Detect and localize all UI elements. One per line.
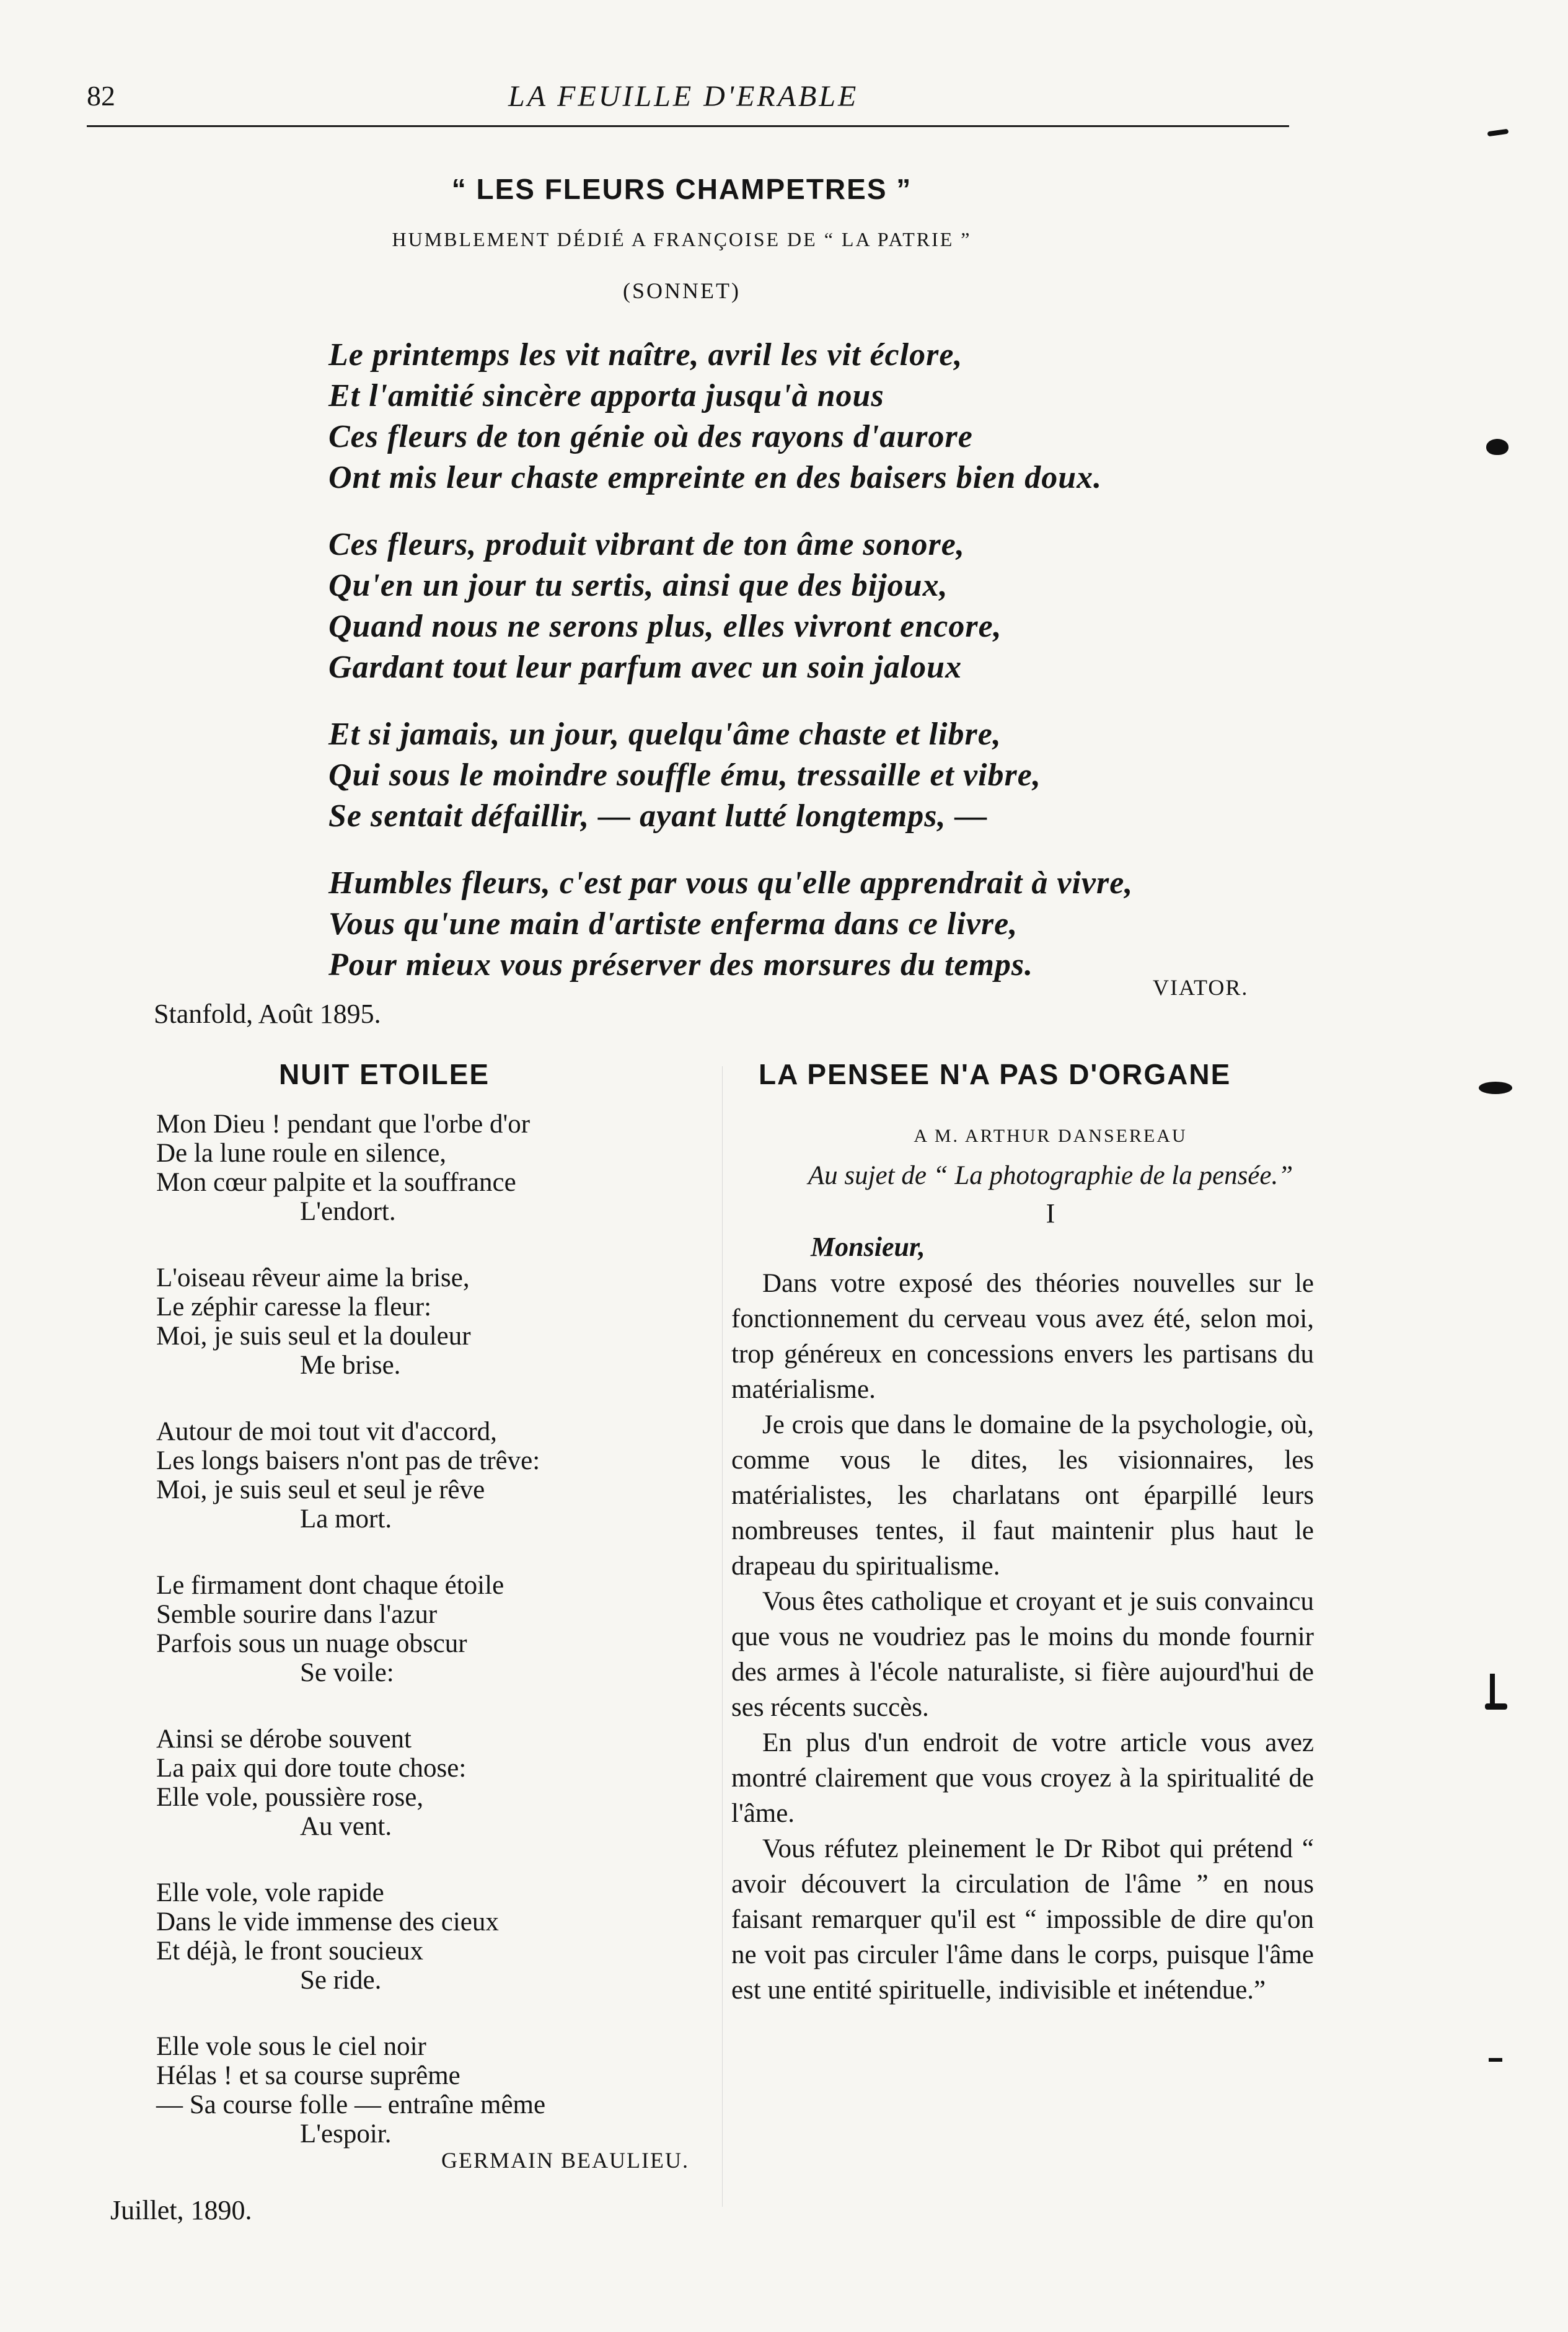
header-rule xyxy=(87,125,1289,127)
stanza xyxy=(156,2032,545,2149)
page-number: 82 xyxy=(87,80,115,112)
verse-line: L'oiseau rêveur aime la brise, xyxy=(156,1263,470,1292)
poem-body xyxy=(156,1110,545,2186)
verse-line: Mon cœur palpite et la souffrance xyxy=(156,1168,516,1197)
verse-line-refrain: Se voile: xyxy=(300,1658,394,1687)
verse-line: Et si jamais, un jour, quelqu'âme chaste et libre, xyxy=(328,717,1002,752)
verse-line: — Sa course folle — entraîne même xyxy=(156,2090,546,2119)
verse-line: Se sentait défaillir, — ayant lutté longtemps, — xyxy=(328,798,988,834)
verse-line: Semble sourire dans l'azur xyxy=(156,1600,438,1629)
verse-line-refrain: Se ride. xyxy=(300,1966,382,1995)
stanza xyxy=(156,1571,545,1687)
verse-line: Moi, je suis seul et la douleur xyxy=(156,1322,471,1351)
article-paragraph: Je crois que dans le domaine de la psychologie, où, comme vous le dites, les visionnaires, les matérialistes, les charlatans ont éparpillé leurs nombreuses tentes, il faut maintenir plus haut le drapeau du spiritualisme. xyxy=(731,1410,1314,1581)
column-divider xyxy=(722,1066,723,2207)
verse-line: Humbles fleurs, c'est par vous qu'elle apprendrait à vivre, xyxy=(328,865,1134,901)
verse-line: Mon Dieu ! pendant que l'orbe d'or xyxy=(156,1110,531,1139)
poem-title: “ LES FLEURS CHAMPETRES ” xyxy=(451,173,912,205)
article-body xyxy=(731,1266,1314,2008)
scan-speck xyxy=(1490,1674,1495,1706)
verse-line: Dans le vide immense des cieux xyxy=(156,1907,499,1937)
stanza xyxy=(156,1110,545,1226)
stanza xyxy=(156,1878,545,1995)
verse-line-refrain: Me brise. xyxy=(300,1351,401,1380)
verse-line: Hélas ! et sa course suprême xyxy=(156,2061,460,2090)
scan-speck xyxy=(1479,1082,1512,1094)
verse-line-refrain: La mort. xyxy=(300,1504,392,1534)
article-subtitle: Au sujet de “ La photographie de la pensée.” xyxy=(808,1161,1293,1190)
verse-line: Le firmament dont chaque étoile xyxy=(156,1571,504,1600)
section-numeral: I xyxy=(1046,1198,1055,1229)
poem-dateline: Stanfold, Août 1895. xyxy=(154,999,381,1029)
article-paragraph: Vous réfutez pleinement le Dr Ribot qui prétend “ avoir découvert la circulation de l'âme ” en nous faisant remarquer qu'il est “ impossible de dire qu'on ne voit pas circuler l'âme dans le corps, puisque l'âme est une entité spirituelle, indivisible et inétendue.” xyxy=(731,1834,1314,2005)
verse-line: Qu'en un jour tu sertis, ainsi que des bijoux, xyxy=(328,568,948,603)
article-salutation: Monsieur, xyxy=(811,1232,925,1262)
sonnet-body xyxy=(328,335,1133,1012)
verse-line: Ainsi se dérobe souvent xyxy=(156,1725,412,1754)
verse-line: Elle vole, vole rapide xyxy=(156,1878,384,1907)
journal-title: LA FEUILLE D'ERABLE xyxy=(508,80,859,113)
verse-line: Les longs baisers n'ont pas de trêve: xyxy=(156,1446,540,1475)
scan-speck xyxy=(1485,1703,1507,1710)
verse-line: Et l'amitié sincère apporta jusqu'à nous xyxy=(328,378,884,413)
poem-author: GERMAIN BEAULIEU. xyxy=(441,2148,689,2173)
verse-line-refrain: L'endort. xyxy=(300,1197,396,1226)
verse-line: Elle vole, poussière rose, xyxy=(156,1783,424,1812)
article-dedication: A M. ARTHUR DANSEREAU xyxy=(914,1126,1187,1146)
article-paragraph: En plus d'un endroit de votre article vous avez montré clairement que vous croyez à la spiritualité de l'âme. xyxy=(731,1728,1314,1828)
stanza xyxy=(156,1725,545,1841)
article-paragraph: Vous êtes catholique et croyant et je suis convaincu que vous ne voudriez pas le moins du monde fournir des armes à l'école naturaliste, si fière aujourd'hui de ses récents succès. xyxy=(731,1587,1314,1722)
verse-line: Le printemps les vit naître, avril les vit éclore, xyxy=(328,337,963,373)
scan-speck xyxy=(1486,439,1509,455)
verse-line: Elle vole sous le ciel noir xyxy=(156,2032,426,2061)
stanza xyxy=(328,863,1133,986)
stanza xyxy=(328,335,1133,498)
verse-line: Gardant tout leur parfum avec un soin jaloux xyxy=(328,650,962,685)
verse-line-refrain: L'espoir. xyxy=(300,2119,392,2149)
verse-line: Ces fleurs de ton génie où des rayons d'aurore xyxy=(328,419,973,454)
poem-form-label: (SONNET) xyxy=(623,278,741,303)
article-paragraph: Dans votre exposé des théories nouvelles sur le fonctionnement du cerveau vous avez été, selon moi, trop généreux en concessions envers les partisans du matérialisme. xyxy=(731,1269,1314,1404)
verse-line: Ces fleurs, produit vibrant de ton âme sonore, xyxy=(328,527,965,562)
verse-line: Pour mieux vous préserver des morsures du temps. xyxy=(328,947,1034,983)
verse-line: Parfois sous un nuage obscur xyxy=(156,1629,467,1658)
verse-line: Le zéphir caresse la fleur: xyxy=(156,1292,432,1322)
verse-line: Et déjà, le front soucieux xyxy=(156,1937,424,1966)
stanza xyxy=(328,524,1133,688)
stanza xyxy=(156,1417,545,1534)
stanza xyxy=(156,1263,545,1380)
verse-line: Moi, je suis seul et seul je rêve xyxy=(156,1475,485,1504)
scan-speck xyxy=(1487,129,1509,137)
stanza xyxy=(328,714,1133,837)
verse-line: De la lune roule en silence, xyxy=(156,1139,447,1168)
verse-line-refrain: Au vent. xyxy=(300,1812,392,1841)
poem-dateline: Juillet, 1890. xyxy=(110,2195,252,2225)
poem-author: VIATOR. xyxy=(1153,975,1249,1000)
verse-line: Qui sous le moindre souffle ému, tressaille et vibre, xyxy=(328,757,1041,793)
verse-line: Autour de moi tout vit d'accord, xyxy=(156,1417,497,1446)
poem-title: NUIT ETOILEE xyxy=(279,1058,490,1090)
verse-line: Ont mis leur chaste empreinte en des baisers bien doux. xyxy=(328,460,1103,495)
verse-line: La paix qui dore toute chose: xyxy=(156,1754,467,1783)
article-title: LA PENSEE N'A PAS D'ORGANE xyxy=(759,1058,1231,1090)
verse-line: Quand nous ne serons plus, elles vivront encore, xyxy=(328,609,1002,644)
scan-speck xyxy=(1489,2058,1502,2062)
verse-line: Vous qu'une main d'artiste enferma dans ce livre, xyxy=(328,906,1018,942)
poem-dedication: HUMBLEMENT DÉDIÉ A FRANÇOISE DE “ LA PATRIE ” xyxy=(392,228,972,250)
